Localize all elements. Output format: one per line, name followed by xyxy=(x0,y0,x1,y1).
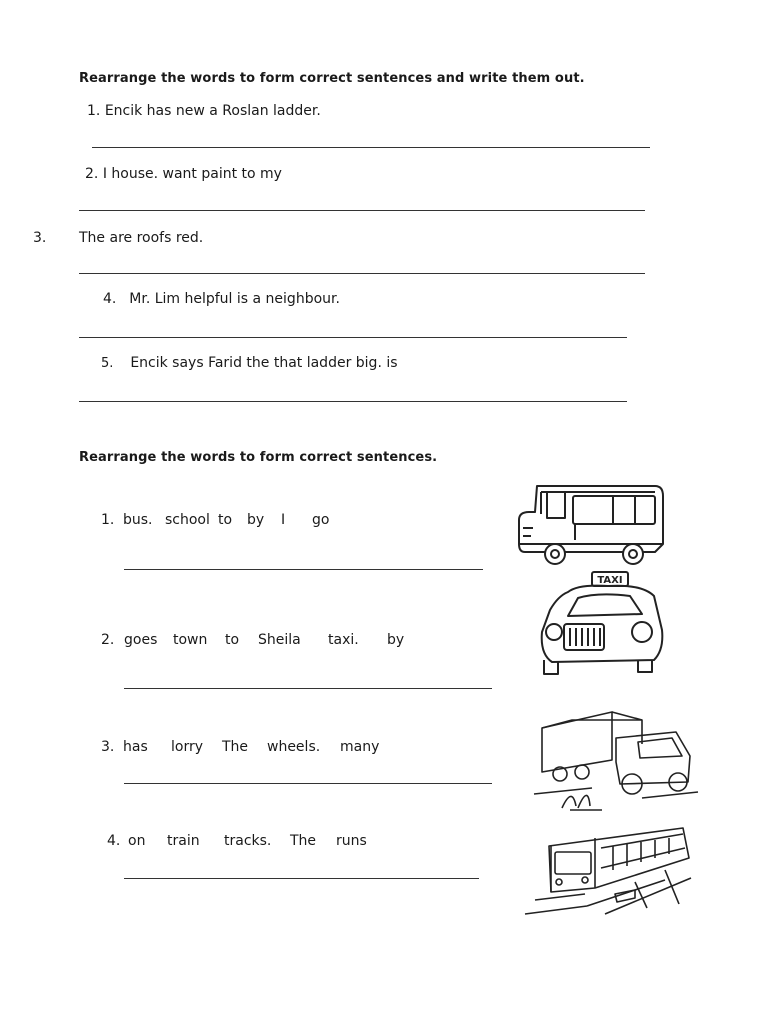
s1-item-5-text: Encik says Farid the that ladder big. is xyxy=(130,355,398,371)
s2-item-1-word: by xyxy=(247,512,265,528)
section2-heading: Rearrange the words to form correct sentences. xyxy=(79,450,438,465)
taxi-icon xyxy=(538,570,666,676)
s1-item-1 xyxy=(87,103,321,119)
s2-item-2-word: to xyxy=(225,632,240,648)
s2-item-4-word: tracks. xyxy=(224,833,272,849)
s2-item-4-word: on xyxy=(128,833,146,849)
s2-item-3-num: 3. xyxy=(101,739,115,755)
s2-item-2-word: goes xyxy=(124,632,158,648)
s2-item-1-word: bus. xyxy=(123,512,153,528)
s2-item-2-word: by xyxy=(387,632,405,648)
s1-item-3-text: The are roofs red. xyxy=(79,230,204,246)
s2-item-4-num: 4. xyxy=(107,833,121,849)
s2-item-3 xyxy=(101,739,380,755)
s2-answer-line-4[interactable] xyxy=(124,878,479,879)
lorry-icon xyxy=(532,698,700,818)
s2-item-2-word: Sheila xyxy=(258,632,301,648)
s2-item-3-word: The xyxy=(222,739,249,755)
s1-answer-line-4[interactable] xyxy=(79,337,627,338)
s2-item-1 xyxy=(101,512,330,528)
s2-item-2-num: 2. xyxy=(101,632,115,648)
s2-answer-line-3[interactable] xyxy=(124,783,492,784)
s2-item-4-word: train xyxy=(167,833,200,849)
bus-icon xyxy=(515,482,667,568)
s1-item-4-text: Mr. Lim helpful is a neighbour. xyxy=(129,291,340,307)
s1-answer-line-5[interactable] xyxy=(79,401,627,402)
s1-item-5 xyxy=(101,355,398,371)
s1-item-1-text: Encik has new a Roslan ladder. xyxy=(104,103,321,119)
s2-item-1-word: I xyxy=(281,512,286,528)
s2-item-2-word: taxi. xyxy=(328,632,359,648)
s2-item-1-num: 1. xyxy=(101,512,115,528)
s1-answer-line-1[interactable] xyxy=(92,147,650,148)
s2-item-4-word: runs xyxy=(336,833,367,849)
s2-item-3-word: many xyxy=(340,739,380,755)
s2-answer-line-2[interactable] xyxy=(124,688,492,689)
s1-item-4-num: 4. xyxy=(103,291,117,307)
s1-answer-line-2[interactable] xyxy=(79,210,645,211)
s2-item-3-word: has xyxy=(123,739,148,755)
s2-item-4 xyxy=(107,833,367,849)
s1-item-4 xyxy=(103,291,340,307)
s2-item-3-word: lorry xyxy=(171,739,204,755)
s2-answer-line-1[interactable] xyxy=(124,569,483,570)
s1-item-2-text: I house. want paint to my xyxy=(102,166,282,182)
s2-item-2 xyxy=(101,632,405,648)
s2-item-4-word: The xyxy=(290,833,317,849)
s2-item-1-word: to xyxy=(218,512,233,528)
s1-item-5-num: 5. xyxy=(101,356,114,371)
s2-item-1-word: school xyxy=(165,512,210,528)
train-icon xyxy=(515,818,695,922)
s1-item-2-num: 2. xyxy=(85,166,99,182)
s2-item-2-word: town xyxy=(173,632,208,648)
s1-answer-line-3[interactable] xyxy=(79,273,645,274)
s1-item-2 xyxy=(85,166,282,182)
section1-heading: Rearrange the words to form correct sentences and write them out. xyxy=(79,71,585,86)
s2-item-3-word: wheels. xyxy=(267,739,321,755)
s1-item-3-num: 3. xyxy=(33,230,47,246)
s2-item-1-word: go xyxy=(312,512,330,528)
s1-item-1-num: 1. xyxy=(87,103,101,119)
taxi-sign-text: TAXI xyxy=(597,575,623,586)
